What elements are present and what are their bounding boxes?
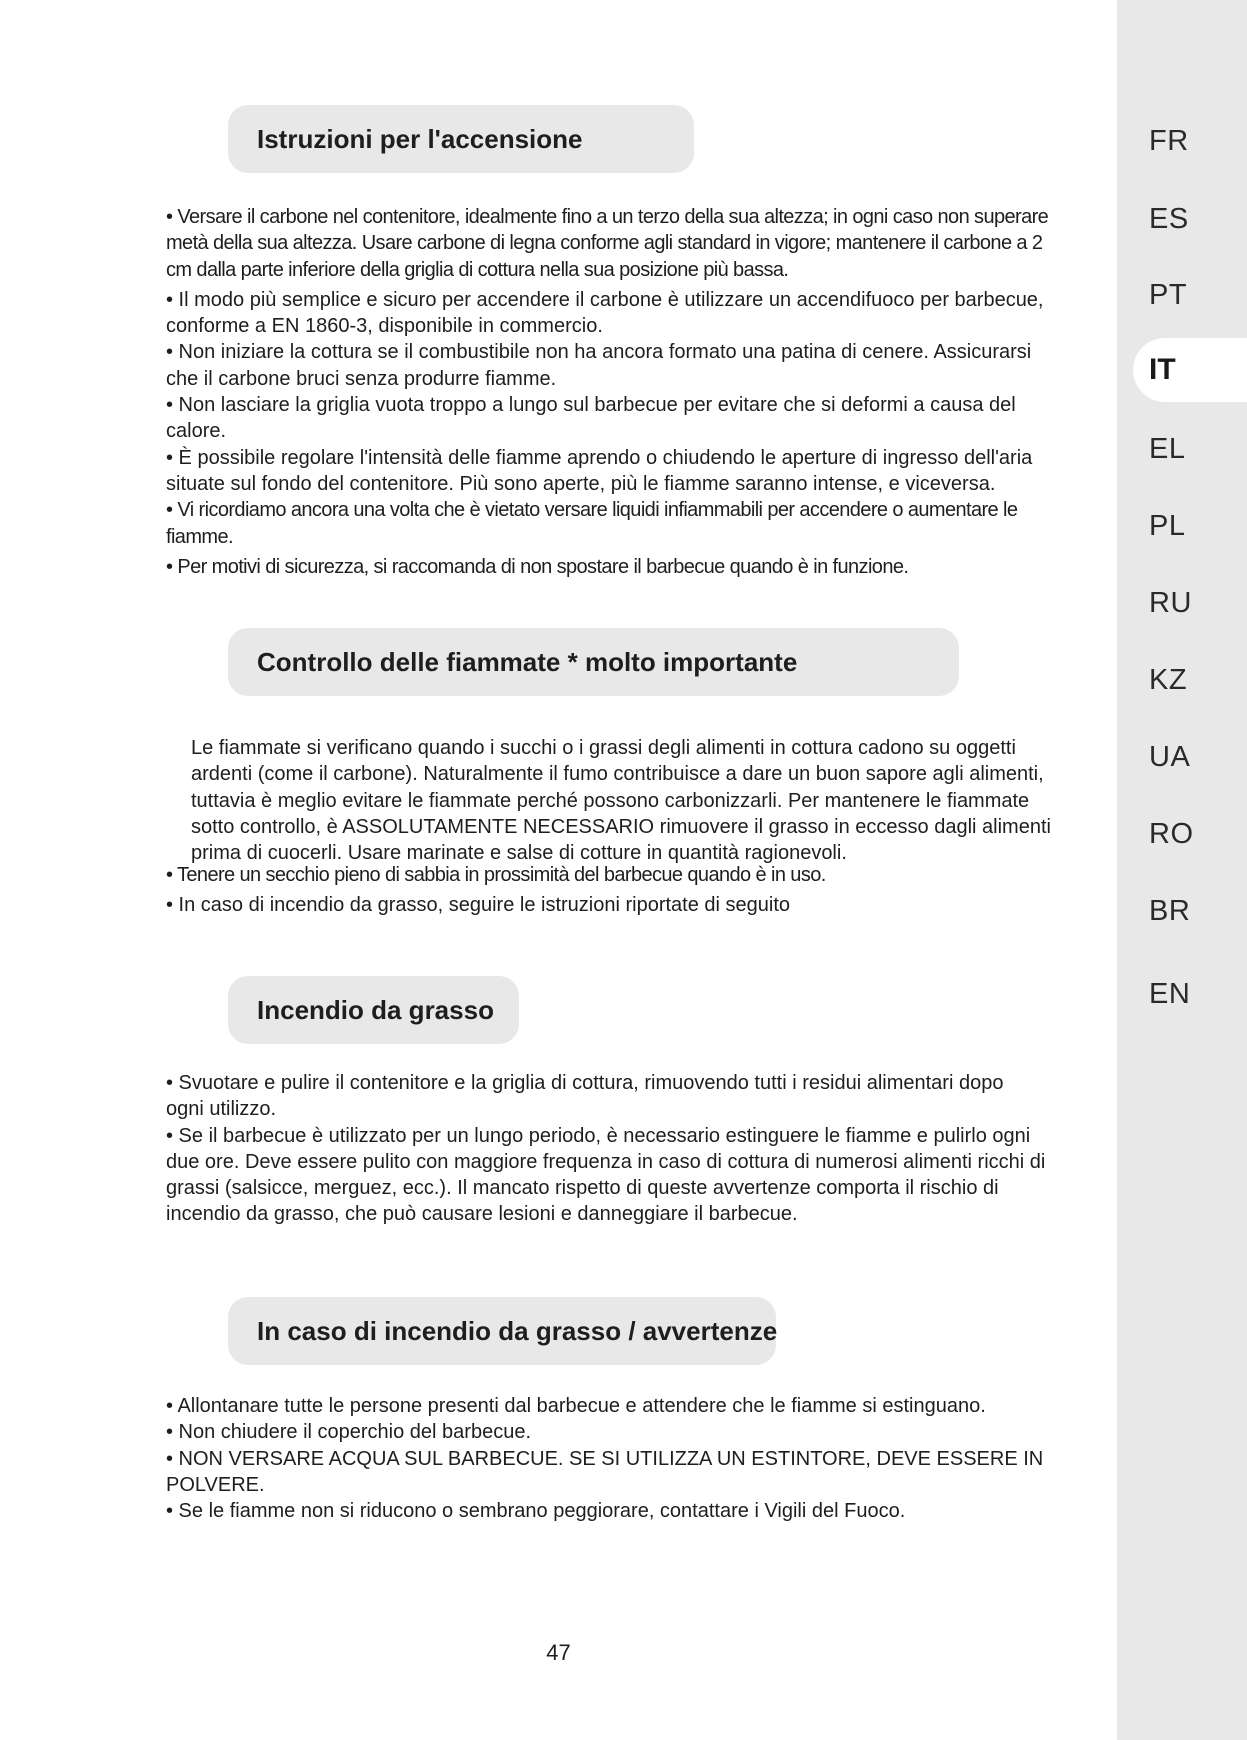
language-tab-it-active[interactable] [1133, 338, 1247, 402]
text-line: metà della sua altezza. Usare carbone di legna conforme agli standard in vigore; mantenere il carbone a 2 [166, 232, 1043, 255]
text-line: • Allontanare tutte le persone presenti dal barbecue e attendere che le fiamme si estinguano. [166, 1395, 986, 1417]
text-line: ardenti (come il carbone). Naturalmente il fumo contribuisce a dare un buon sapore agli alimenti, [191, 763, 1044, 786]
text-line: conforme a EN 1860-3, disponibile in commercio. [166, 315, 603, 338]
language-tab-ua[interactable]: UA [1149, 741, 1191, 773]
text-line: sotto controllo, è ASSOLUTAMENTE NECESSARIO rimuovere il grasso in eccesso dagli alimenti [191, 815, 1051, 838]
grease-fire-warnings [166, 1393, 1117, 1524]
section-heading-ignition: Istruzioni per l'accensione [228, 105, 694, 173]
language-tab-pl[interactable]: PL [1149, 510, 1186, 542]
ignition-instructions [166, 204, 1048, 580]
flare-control-text [166, 735, 1051, 918]
text-line: • Tenere un secchio pieno di sabbia in prossimità del barbecue quando è in uso. [166, 864, 826, 887]
text-line: Le fiammate si verificano quando i succhi o i grassi degli alimenti in cottura cadono su oggetti [191, 737, 1016, 759]
text-line: ogni utilizzo. [166, 1098, 277, 1121]
section-heading-flare-control: Controllo delle fiammate * molto importante [228, 628, 959, 696]
text-line: • Svuotare e pulire il contenitore e la griglia di cottura, rimuovendo tutti i residui alimentari dopo [166, 1072, 1004, 1094]
text-line: • Non lasciare la griglia vuota troppo a lungo sul barbecue per evitare che si deformi a causa del [166, 394, 1016, 417]
language-tab-ro[interactable]: RO [1149, 818, 1194, 850]
language-tab-en[interactable]: EN [1149, 978, 1191, 1010]
text-line: • In caso di incendio da grasso, seguire le istruzioni riportate di seguito [166, 893, 791, 916]
text-line: fiamme. [166, 525, 233, 548]
text-line: • Se le fiamme non si riducono o sembrano peggiorare, contattare i Vigili del Fuoco. [166, 1500, 906, 1523]
language-tab-fr[interactable]: FR [1149, 125, 1189, 157]
language-tab-el[interactable]: EL [1149, 433, 1186, 465]
text-line: • Versare il carbone nel contenitore, idealmente fino a un terzo della sua altezza; in ogni caso non superare [166, 206, 1049, 228]
text-line: • NON VERSARE ACQUA SUL BARBECUE. SE SI UTILIZZA UN ESTINTORE, DEVE ESSERE IN POLVERE. [166, 1447, 1044, 1496]
text-line: due ore. Deve essere pulito con maggiore frequenza in caso di cottura di numerosi alimenti ricchi di [166, 1150, 1046, 1173]
text-line: grassi (salsicce, merguez, ecc.). Il mancato rispetto di queste avvertenze comporta il rischio di [166, 1177, 999, 1200]
text-line: che il carbone bruci senza produrre fiamme. [166, 367, 557, 390]
text-line: cm dalla parte inferiore della griglia di cottura nella sua posizione più bassa. [166, 258, 789, 281]
text-line: • Vi ricordiamo ancora una volta che è vietato versare liquidi infiammabili per accendere o aumentare le [166, 499, 1018, 522]
text-line: • È possibile regolare l'intensità delle fiamme aprendo o chiudendo le aperture di ingresso dell'aria [166, 446, 1033, 469]
language-tab-br[interactable]: BR [1149, 895, 1191, 927]
text-line: • Il modo più semplice e sicuro per accendere il carbone è utilizzare un accendifuoco per barbecue, [166, 288, 1044, 311]
language-tab-es[interactable]: ES [1149, 203, 1189, 235]
text-line: tuttavia è meglio evitare le fiammate perché possono carbonizzarli. Per mantenere le fiammate [191, 789, 1030, 812]
grease-fire-text [166, 1070, 1045, 1228]
language-sidebar [1117, 0, 1247, 1740]
text-line: prima di cuocerli. Usare marinate e salse di cotture in quantità ragionevoli. [191, 842, 847, 865]
section-heading-grease-fire: Incendio da grasso [228, 976, 519, 1044]
text-line: situate sul fondo del contenitore. Più sono aperte, più le fiamme saranno intense, e viceversa. [166, 472, 996, 495]
text-line: calore. [166, 420, 227, 443]
text-line: • Non iniziare la cottura se il combustibile non ha ancora formato una patina di cenere. Assicurarsi [166, 341, 1032, 364]
language-tab-ru[interactable]: RU [1149, 587, 1192, 619]
language-tab-kz[interactable]: KZ [1149, 664, 1188, 696]
language-tab-pt[interactable]: PT [1149, 279, 1188, 311]
text-line: • Per motivi di sicurezza, si raccomanda di non spostare il barbecue quando è in funzione. [166, 555, 909, 578]
text-line: • Se il barbecue è utilizzato per un lungo periodo, è necessario estinguere le fiamme e pulirlo ogni [166, 1124, 1031, 1147]
text-line: • Non chiudere il coperchio del barbecue. [166, 1421, 531, 1444]
language-tab-it-label: IT [1149, 353, 1176, 386]
page-number: 47 [546, 1640, 571, 1665]
text-line: incendio da grasso, che può causare lesioni e danneggiare il barbecue. [166, 1203, 798, 1226]
section-heading-grease-fire-warnings: In caso di incendio da grasso / avvertenze [228, 1297, 776, 1365]
